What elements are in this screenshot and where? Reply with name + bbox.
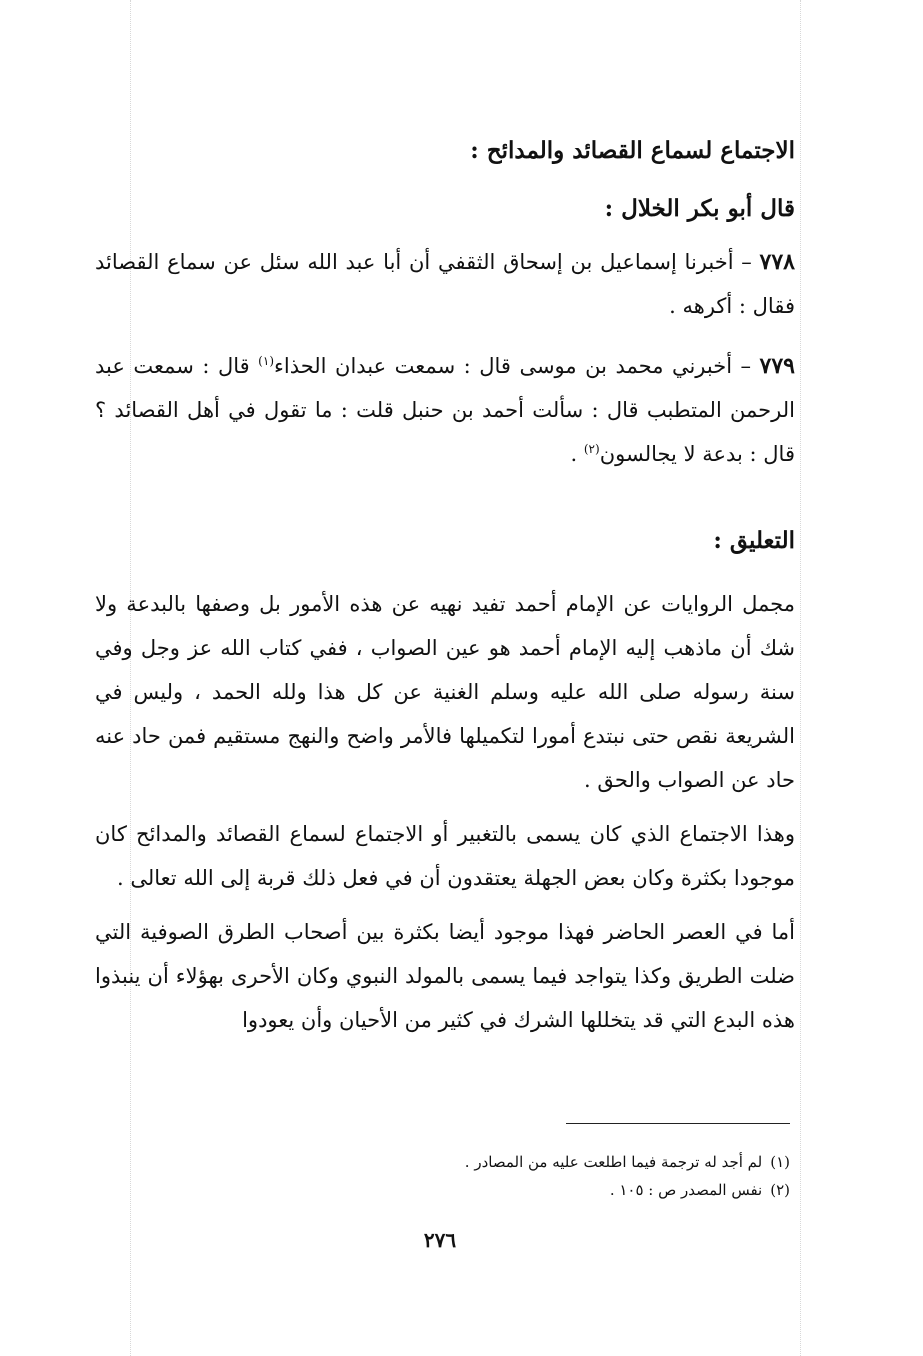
- footnote-ref-1: (١): [258, 354, 274, 368]
- narration-text: – أخبرني محمد بن موسى قال : سمعت عبدان الحذاء: [274, 354, 760, 378]
- narration-778: [95, 240, 795, 328]
- footnote-mark: (١): [770, 1153, 790, 1171]
- scan-artifact-line: [800, 0, 802, 1356]
- footnote-1: [360, 1148, 790, 1176]
- footnote-text: لم أجد له ترجمة فيما اطلعت عليه من المصادر .: [464, 1153, 763, 1171]
- footnote-divider: [566, 1123, 790, 1124]
- narration-number: ٧٧٨: [759, 249, 795, 275]
- footnote-ref-2: (٢): [583, 442, 600, 456]
- commentary-paragraph: مجمل الروايات عن الإمام أحمد تفيد نهيه عن هذه الأمور بل وصفها بالبدعة ولا شك أن ماذهب إليه الإمام أحمد هو عين الصواب ، ففي كتاب الله عز وجل وفي سنة رسوله صلى الله عليه وسلم الغنية عن كل هذا ولله الحمد ، وليس في الشريعة نقص حتى نبتدع أمورا لتكميلها فالأمر واضح والنهج مستقيم فمن حاد عنه حاد عن الصواب والحق .: [95, 592, 795, 792]
- quote-heading: قال أبو بكر الخلال :: [604, 195, 795, 222]
- narration-number: ٧٧٩: [759, 353, 795, 379]
- footnotes: [360, 1148, 790, 1204]
- footnote-text: نفس المصدر ص : ١٠٥ .: [609, 1181, 763, 1199]
- section-title: الاجتماع لسماع القصائد والمدائح :: [470, 137, 795, 164]
- commentary-paragraph: وهذا الاجتماع الذي كان يسمى بالتغبير أو الاجتماع لسماع القصائد والمدائح كان موجودا بكثرة وكان بعض الجهلة يعتقدون أن في فعل ذلك قربة إلى الله تعالى .: [95, 822, 795, 890]
- commentary-heading: التعليق :: [713, 527, 795, 554]
- narration-text: – أخبرنا إسماعيل بن إسحاق الثقفي أن أبا عبد الله سئل عن سماع القصائد فقال : أكرهه .: [95, 250, 795, 318]
- page-body: [95, 120, 795, 1042]
- narration-779: [95, 344, 795, 476]
- page-number: ٢٧٦: [423, 1228, 457, 1252]
- footnote-2: [360, 1176, 790, 1204]
- commentary-paragraph: أما في العصر الحاضر فهذا موجود أيضا بكثرة بين أصحاب الطرق الصوفية التي ضلت الطريق وكذا يتواجد فيما يسمى بالمولد النبوي وكان الأحرى بهؤلاء أن ينبذوا هذه البدع التي قد يتخللها الشرك في كثير من الأحيان وأن يعودوا: [95, 920, 795, 1032]
- footnote-mark: (٢): [770, 1181, 790, 1199]
- narration-text: .: [570, 442, 584, 466]
- narration-text: قال : سمعت عبد الرحمن المتطبب قال : سألت أحمد بن حنبل قلت : ما تقول في أهل القصائد ؟ قال : بدعة لا يجالسون: [95, 354, 795, 466]
